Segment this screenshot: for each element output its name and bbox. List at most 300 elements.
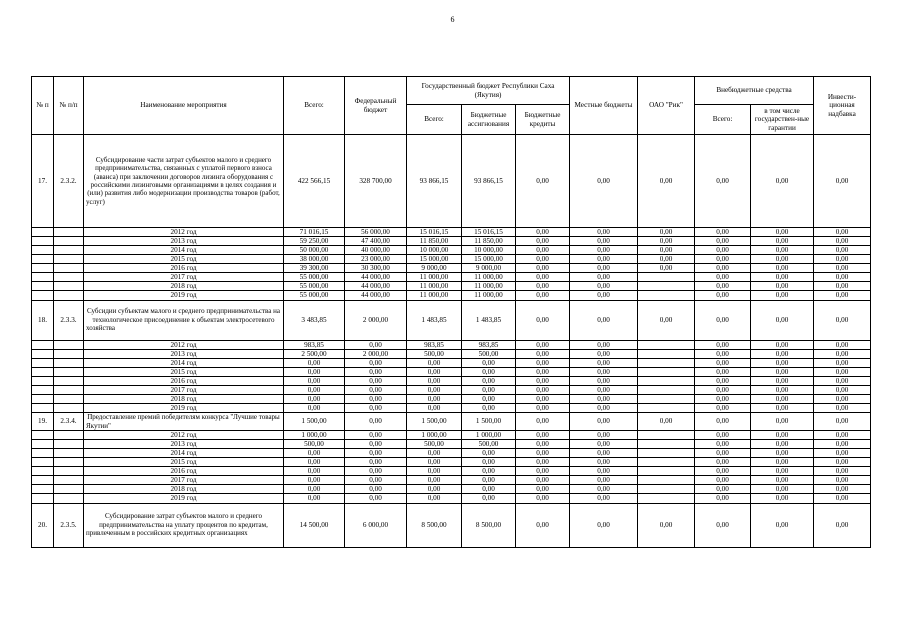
year-value: 0,00 xyxy=(516,264,570,273)
year-value: 9 000,00 xyxy=(407,264,462,273)
year-value: 0,00 xyxy=(814,376,871,385)
year-value: 0,00 xyxy=(345,476,407,485)
year-value: 0,00 xyxy=(751,237,814,246)
row-number: 19. xyxy=(32,413,54,431)
year-row-code xyxy=(54,358,84,367)
row-value: 0,00 xyxy=(751,413,814,431)
year-value: 47 400,00 xyxy=(345,237,407,246)
header-num-pp: № п/п xyxy=(54,77,84,135)
year-value: 0,00 xyxy=(695,282,751,291)
row-value: 0,00 xyxy=(516,135,570,228)
year-value xyxy=(638,494,695,503)
row-value: 0,00 xyxy=(570,135,638,228)
row-value: 0,00 xyxy=(814,300,871,340)
year-value: 0,00 xyxy=(345,440,407,449)
year-value: 0,00 xyxy=(407,403,462,412)
year-value: 0,00 xyxy=(345,467,407,476)
year-value: 0,00 xyxy=(751,349,814,358)
year-row-num xyxy=(32,282,54,291)
year-row-code xyxy=(54,431,84,440)
row-value: 0,00 xyxy=(570,413,638,431)
year-row xyxy=(32,349,871,358)
year-label: 2013 год xyxy=(84,237,284,246)
year-value: 0,00 xyxy=(284,458,345,467)
header-extra-total: Всего: xyxy=(695,105,751,135)
year-value xyxy=(638,458,695,467)
year-value: 0,00 xyxy=(516,367,570,376)
year-value: 0,00 xyxy=(462,467,516,476)
header-name: Наименование мероприятия xyxy=(84,77,284,135)
year-label: 2015 год xyxy=(84,255,284,264)
year-value: 0,00 xyxy=(516,340,570,349)
row-value: 2 000,00 xyxy=(345,300,407,340)
year-value: 0,00 xyxy=(516,228,570,237)
year-row xyxy=(32,431,871,440)
year-row xyxy=(32,394,871,403)
year-value: 983,85 xyxy=(284,340,345,349)
year-value: 0,00 xyxy=(407,394,462,403)
year-row-num xyxy=(32,449,54,458)
year-value xyxy=(638,376,695,385)
row-name: Субсидии субъектам малого и среднего предпринимательства на технологическое присоединение к объектам электросетевого хозяйства xyxy=(84,300,284,340)
row-value: 0,00 xyxy=(345,413,407,431)
table-row xyxy=(32,135,871,228)
year-value: 0,00 xyxy=(814,282,871,291)
header-oao: ОАО "Рик" xyxy=(638,77,695,135)
header-state-budget: Государственный бюджет Республики Саха (Якутия) xyxy=(407,77,570,105)
year-value: 55 000,00 xyxy=(284,291,345,300)
row-value: 0,00 xyxy=(814,135,871,228)
row-value: 8 500,00 xyxy=(462,503,516,547)
year-label: 2019 год xyxy=(84,403,284,412)
year-value: 0,00 xyxy=(345,458,407,467)
year-value: 0,00 xyxy=(516,237,570,246)
table-row xyxy=(32,503,871,547)
year-label: 2017 год xyxy=(84,476,284,485)
year-value: 1 000,00 xyxy=(407,431,462,440)
year-value: 0,00 xyxy=(814,246,871,255)
row-value: 14 500,00 xyxy=(284,503,345,547)
year-value xyxy=(638,449,695,458)
year-value: 0,00 xyxy=(462,458,516,467)
year-row xyxy=(32,273,871,282)
row-value: 0,00 xyxy=(814,413,871,431)
year-value: 0,00 xyxy=(516,282,570,291)
year-row-num xyxy=(32,376,54,385)
row-value: 0,00 xyxy=(638,135,695,228)
year-value: 0,00 xyxy=(695,385,751,394)
header-state-total: Всего: xyxy=(407,105,462,135)
year-row xyxy=(32,476,871,485)
year-value: 0,00 xyxy=(284,467,345,476)
year-value: 0,00 xyxy=(695,340,751,349)
row-value: 0,00 xyxy=(516,300,570,340)
year-value: 0,00 xyxy=(751,291,814,300)
year-row-code xyxy=(54,340,84,349)
year-value: 15 016,15 xyxy=(462,228,516,237)
year-value: 11 850,00 xyxy=(462,237,516,246)
year-row-num xyxy=(32,385,54,394)
year-value: 0,00 xyxy=(695,255,751,264)
year-value: 0,00 xyxy=(638,228,695,237)
year-row-code xyxy=(54,246,84,255)
year-label: 2016 год xyxy=(84,264,284,273)
year-value: 0,00 xyxy=(407,485,462,494)
year-row xyxy=(32,282,871,291)
year-value: 44 000,00 xyxy=(345,273,407,282)
year-row-code xyxy=(54,264,84,273)
year-row-num xyxy=(32,349,54,358)
row-value: 1 500,00 xyxy=(462,413,516,431)
year-value: 0,00 xyxy=(570,385,638,394)
year-label: 2016 год xyxy=(84,467,284,476)
row-code: 2.3.4. xyxy=(54,413,84,431)
year-value: 0,00 xyxy=(751,394,814,403)
year-value: 0,00 xyxy=(570,394,638,403)
year-row-code xyxy=(54,367,84,376)
year-value: 0,00 xyxy=(516,385,570,394)
year-value: 0,00 xyxy=(751,440,814,449)
year-value: 0,00 xyxy=(407,358,462,367)
year-value: 0,00 xyxy=(284,403,345,412)
year-value: 0,00 xyxy=(814,403,871,412)
year-value: 0,00 xyxy=(345,358,407,367)
year-label: 2012 год xyxy=(84,228,284,237)
row-name: Субсидирование части затрат субъектов малого и среднего предпринимательства, связанных с уплатой первого взноса (аванса) при заключении договоров лизинга оборудования с российскими лизинговыми организациями в целях создания и (или) развития либо модернизации производства товаров (работ, услуг) xyxy=(84,135,284,228)
year-label: 2012 год xyxy=(84,340,284,349)
year-value: 0,00 xyxy=(695,458,751,467)
year-row-code xyxy=(54,349,84,358)
year-value: 0,00 xyxy=(570,358,638,367)
row-value: 6 000,00 xyxy=(345,503,407,547)
year-row xyxy=(32,385,871,394)
row-value: 0,00 xyxy=(638,503,695,547)
year-value: 0,00 xyxy=(462,385,516,394)
year-value: 0,00 xyxy=(814,340,871,349)
header-num: № п xyxy=(32,77,54,135)
year-row xyxy=(32,376,871,385)
year-row-num xyxy=(32,291,54,300)
year-value: 0,00 xyxy=(751,273,814,282)
year-value: 0,00 xyxy=(751,282,814,291)
year-row-num xyxy=(32,494,54,503)
year-value xyxy=(638,349,695,358)
row-value: 0,00 xyxy=(814,503,871,547)
year-value: 0,00 xyxy=(570,367,638,376)
year-value: 0,00 xyxy=(814,440,871,449)
year-row xyxy=(32,228,871,237)
header-state-credit: Бюджетные кредиты xyxy=(516,105,570,135)
year-value: 50 000,00 xyxy=(284,246,345,255)
year-value: 40 000,00 xyxy=(345,246,407,255)
year-value: 0,00 xyxy=(751,255,814,264)
year-value: 0,00 xyxy=(814,237,871,246)
year-value: 0,00 xyxy=(462,476,516,485)
year-label: 2018 год xyxy=(84,282,284,291)
table-row xyxy=(32,300,871,340)
year-value: 500,00 xyxy=(462,349,516,358)
page-number: 6 xyxy=(450,15,455,24)
year-value xyxy=(638,440,695,449)
year-value: 0,00 xyxy=(462,494,516,503)
row-value: 0,00 xyxy=(751,135,814,228)
year-value: 0,00 xyxy=(570,291,638,300)
year-value: 11 000,00 xyxy=(462,273,516,282)
year-row xyxy=(32,458,871,467)
year-value: 10 000,00 xyxy=(407,246,462,255)
year-row-code xyxy=(54,255,84,264)
row-value: 0,00 xyxy=(751,300,814,340)
year-value: 0,00 xyxy=(570,376,638,385)
year-value: 0,00 xyxy=(462,449,516,458)
year-value: 0,00 xyxy=(462,358,516,367)
year-value: 0,00 xyxy=(695,264,751,273)
year-value: 11 000,00 xyxy=(407,282,462,291)
year-row-code xyxy=(54,282,84,291)
year-value: 0,00 xyxy=(814,449,871,458)
year-value: 0,00 xyxy=(345,403,407,412)
year-value: 0,00 xyxy=(516,255,570,264)
year-value: 0,00 xyxy=(345,449,407,458)
year-row-num xyxy=(32,467,54,476)
year-row xyxy=(32,340,871,349)
year-value: 0,00 xyxy=(814,349,871,358)
year-value: 0,00 xyxy=(516,376,570,385)
row-value: 0,00 xyxy=(695,413,751,431)
year-value: 0,00 xyxy=(345,385,407,394)
year-label: 2018 год xyxy=(84,485,284,494)
header-local: Местные бюджеты xyxy=(570,77,638,135)
year-value: 1 000,00 xyxy=(284,431,345,440)
year-row xyxy=(32,264,871,273)
year-value: 23 000,00 xyxy=(345,255,407,264)
year-value: 0,00 xyxy=(570,349,638,358)
year-row-num xyxy=(32,246,54,255)
header-invest: Инвести-ционная надбавка xyxy=(814,77,871,135)
year-value: 0,00 xyxy=(345,394,407,403)
year-value: 0,00 xyxy=(695,485,751,494)
row-name: Субсидирование затрат субъектов малого и среднего предпринимательства на уплату процентов по кредитам, привлеченным в российских кредитных организациях xyxy=(84,503,284,547)
year-value: 0,00 xyxy=(814,228,871,237)
year-value: 0,00 xyxy=(695,246,751,255)
year-value: 0,00 xyxy=(638,255,695,264)
year-value: 0,00 xyxy=(462,394,516,403)
year-row-num xyxy=(32,273,54,282)
year-value: 44 000,00 xyxy=(345,291,407,300)
year-value: 0,00 xyxy=(570,246,638,255)
year-value: 0,00 xyxy=(695,273,751,282)
row-value: 0,00 xyxy=(516,413,570,431)
year-value xyxy=(638,476,695,485)
year-label: 2018 год xyxy=(84,394,284,403)
year-value: 0,00 xyxy=(516,476,570,485)
year-value: 0,00 xyxy=(345,367,407,376)
year-value: 55 000,00 xyxy=(284,273,345,282)
year-label: 2012 год xyxy=(84,431,284,440)
year-row-num xyxy=(32,431,54,440)
year-row xyxy=(32,467,871,476)
year-label: 2017 год xyxy=(84,385,284,394)
row-value: 1 483,85 xyxy=(462,300,516,340)
year-value xyxy=(638,367,695,376)
year-value: 0,00 xyxy=(814,431,871,440)
year-value xyxy=(638,358,695,367)
year-value: 0,00 xyxy=(462,367,516,376)
year-value xyxy=(638,485,695,494)
year-value: 500,00 xyxy=(284,440,345,449)
year-value: 0,00 xyxy=(638,264,695,273)
header-total: Всего: xyxy=(284,77,345,135)
year-value: 0,00 xyxy=(751,403,814,412)
year-value: 0,00 xyxy=(345,340,407,349)
year-value: 0,00 xyxy=(516,494,570,503)
year-value: 500,00 xyxy=(407,440,462,449)
year-value: 0,00 xyxy=(695,440,751,449)
year-value: 0,00 xyxy=(751,367,814,376)
year-value: 59 250,00 xyxy=(284,237,345,246)
year-value: 0,00 xyxy=(751,431,814,440)
year-value: 0,00 xyxy=(570,273,638,282)
year-value: 0,00 xyxy=(695,467,751,476)
year-row-num xyxy=(32,394,54,403)
year-value: 0,00 xyxy=(462,403,516,412)
row-code: 2.3.2. xyxy=(54,135,84,228)
year-label: 2013 год xyxy=(84,349,284,358)
year-value xyxy=(638,291,695,300)
year-row-code xyxy=(54,449,84,458)
row-value: 0,00 xyxy=(695,300,751,340)
year-value: 0,00 xyxy=(570,264,638,273)
year-value: 0,00 xyxy=(570,431,638,440)
year-row xyxy=(32,485,871,494)
year-value: 0,00 xyxy=(516,246,570,255)
year-value: 0,00 xyxy=(570,403,638,412)
year-value: 0,00 xyxy=(751,340,814,349)
year-value: 0,00 xyxy=(407,376,462,385)
year-value: 0,00 xyxy=(570,458,638,467)
year-value: 0,00 xyxy=(695,367,751,376)
year-value: 0,00 xyxy=(462,485,516,494)
year-row xyxy=(32,255,871,264)
year-value: 0,00 xyxy=(516,449,570,458)
year-value: 0,00 xyxy=(516,291,570,300)
year-value: 0,00 xyxy=(516,394,570,403)
year-value: 0,00 xyxy=(814,485,871,494)
year-value xyxy=(638,394,695,403)
year-row xyxy=(32,449,871,458)
year-value: 0,00 xyxy=(814,255,871,264)
year-label: 2019 год xyxy=(84,494,284,503)
year-value: 0,00 xyxy=(695,376,751,385)
header-extra-guar: в том числе государствен-ные гарантии xyxy=(751,105,814,135)
year-value: 0,00 xyxy=(516,440,570,449)
year-value: 0,00 xyxy=(516,358,570,367)
year-row-num xyxy=(32,255,54,264)
row-value: 1 500,00 xyxy=(407,413,462,431)
year-value: 0,00 xyxy=(407,467,462,476)
year-value: 0,00 xyxy=(814,394,871,403)
year-value: 0,00 xyxy=(570,476,638,485)
year-value: 0,00 xyxy=(751,458,814,467)
year-value: 0,00 xyxy=(814,264,871,273)
year-value: 0,00 xyxy=(751,385,814,394)
year-value: 0,00 xyxy=(814,458,871,467)
year-label: 2015 год xyxy=(84,458,284,467)
year-value: 0,00 xyxy=(814,291,871,300)
year-value: 0,00 xyxy=(407,367,462,376)
year-value: 0,00 xyxy=(751,476,814,485)
year-value: 0,00 xyxy=(345,485,407,494)
year-value: 15 016,15 xyxy=(407,228,462,237)
year-value: 0,00 xyxy=(751,467,814,476)
row-value: 3 483,85 xyxy=(284,300,345,340)
year-value: 0,00 xyxy=(516,458,570,467)
row-code: 2.3.3. xyxy=(54,300,84,340)
year-value: 0,00 xyxy=(284,394,345,403)
year-value: 0,00 xyxy=(570,237,638,246)
row-number: 17. xyxy=(32,135,54,228)
budget-table xyxy=(31,76,871,548)
year-row-code xyxy=(54,467,84,476)
year-value: 15 000,00 xyxy=(407,255,462,264)
row-value: 0,00 xyxy=(751,503,814,547)
year-value: 0,00 xyxy=(284,376,345,385)
year-value: 0,00 xyxy=(516,467,570,476)
row-value: 93 866,15 xyxy=(407,135,462,228)
year-label: 2016 год xyxy=(84,376,284,385)
year-value: 0,00 xyxy=(407,494,462,503)
row-value: 0,00 xyxy=(570,300,638,340)
year-value: 11 000,00 xyxy=(462,291,516,300)
year-value: 30 300,00 xyxy=(345,264,407,273)
year-value: 0,00 xyxy=(638,246,695,255)
year-value: 44 000,00 xyxy=(345,282,407,291)
year-row xyxy=(32,494,871,503)
year-value: 983,85 xyxy=(407,340,462,349)
year-row-num xyxy=(32,476,54,485)
row-value: 0,00 xyxy=(695,135,751,228)
year-value: 0,00 xyxy=(516,273,570,282)
year-value: 0,00 xyxy=(570,282,638,291)
year-value: 0,00 xyxy=(695,358,751,367)
year-row-code xyxy=(54,494,84,503)
row-value: 0,00 xyxy=(638,300,695,340)
year-row-num xyxy=(32,403,54,412)
year-row xyxy=(32,237,871,246)
row-value: 93 866,15 xyxy=(462,135,516,228)
year-value: 0,00 xyxy=(695,494,751,503)
year-value: 0,00 xyxy=(814,494,871,503)
year-row-code xyxy=(54,291,84,300)
row-number: 20. xyxy=(32,503,54,547)
year-value: 0,00 xyxy=(570,485,638,494)
year-value: 0,00 xyxy=(695,449,751,458)
year-row-num xyxy=(32,458,54,467)
year-value: 9 000,00 xyxy=(462,264,516,273)
year-value: 71 016,15 xyxy=(284,228,345,237)
table-row xyxy=(32,413,871,431)
year-row-num xyxy=(32,237,54,246)
row-value: 328 700,00 xyxy=(345,135,407,228)
year-value: 0,00 xyxy=(407,385,462,394)
year-value: 0,00 xyxy=(814,367,871,376)
year-value: 0,00 xyxy=(695,291,751,300)
year-value: 0,00 xyxy=(345,431,407,440)
year-value: 0,00 xyxy=(751,228,814,237)
year-value: 0,00 xyxy=(814,476,871,485)
year-value: 10 000,00 xyxy=(462,246,516,255)
year-value xyxy=(638,385,695,394)
